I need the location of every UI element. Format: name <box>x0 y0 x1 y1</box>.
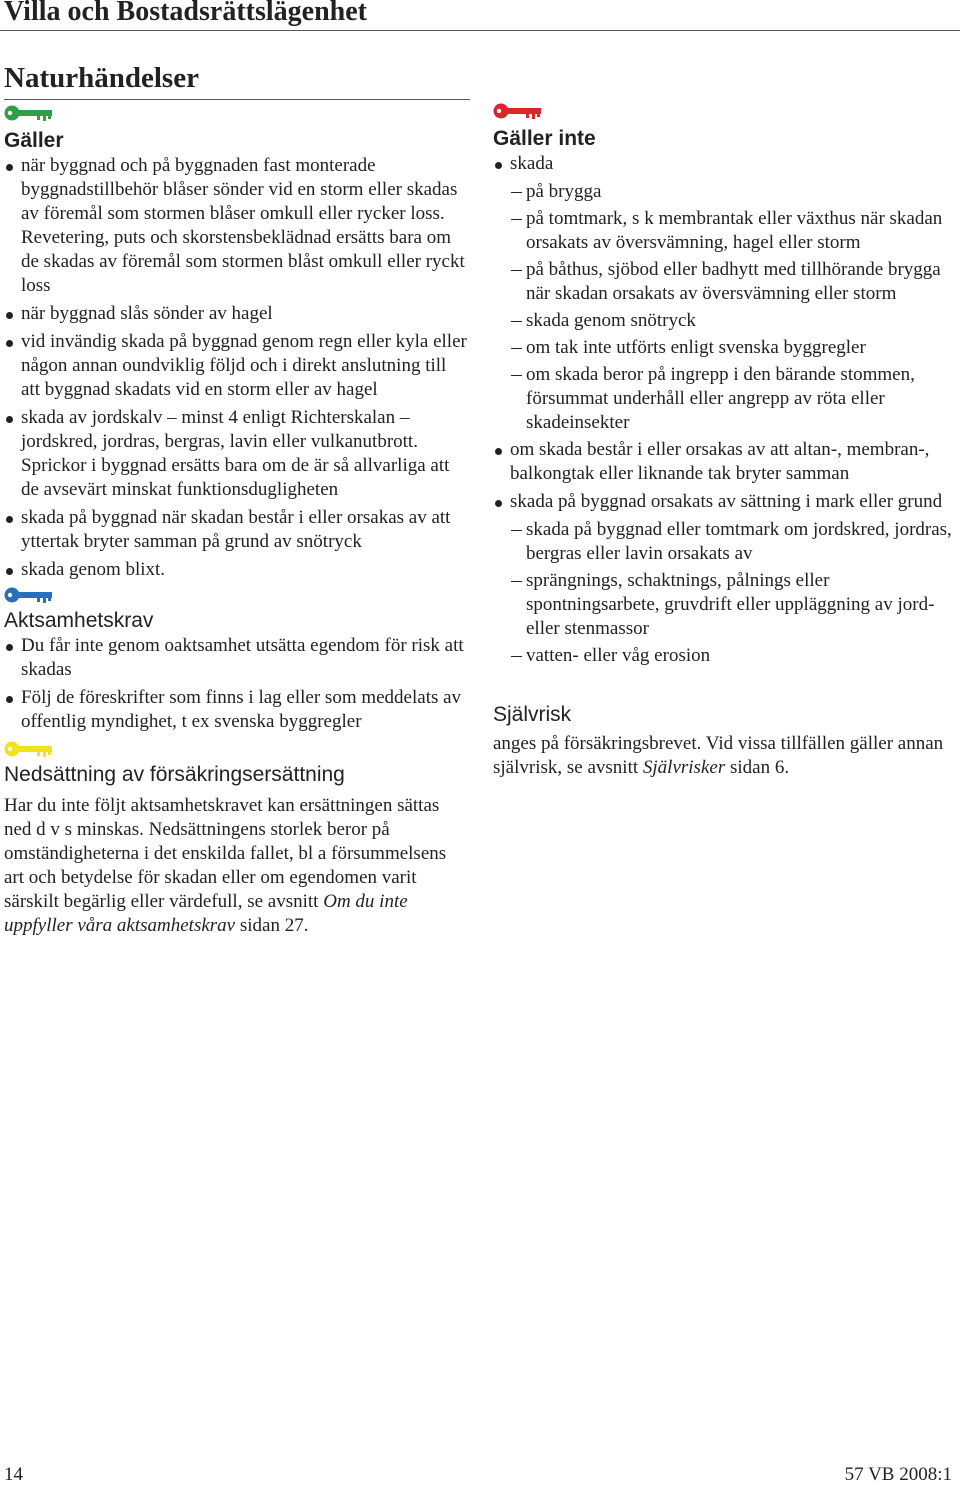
green-key-icon <box>4 102 54 124</box>
sub-list-item: på båthus, sjöbod eller badhytt med tillhörande brygga när skadan orsakats av översvämning eller storm <box>493 258 960 306</box>
galler-inte-heading: Gäller inte <box>493 127 596 150</box>
sjalvrisk-body: anges på försäkringsbrevet. Vid vissa tillfällen gäller annan självrisk, se avsnitt <box>493 733 944 778</box>
sub-list-item: om skada beror på ingrepp i den bärande stommen, försummat underhåll eller angrepp av röta eller skadeinsekter <box>493 363 960 435</box>
sjalvrisk-text <box>493 732 960 780</box>
page-number: 14 <box>4 1464 23 1485</box>
list-item: vid invändig skada på byggnad genom regn eller kyla eller någon annan oundviklig följd och i direkt anslutning till att byggnad skadats vid en storm eller av hagel <box>4 330 470 402</box>
nedsattning-page-ref: sidan 27. <box>235 915 309 936</box>
aktsamhet-heading: Aktsamhetskrav <box>4 609 154 632</box>
document-id: 57 VB 2008:1 <box>844 1464 952 1485</box>
sjalvrisk-reference: Självrisker <box>642 757 726 778</box>
sub-list-item: på brygga <box>493 180 960 204</box>
yellow-key-icon <box>4 738 54 760</box>
page-title: Villa och Bostadsrättslägenhet <box>4 0 367 27</box>
list-item: skada genom blixt. <box>4 558 470 582</box>
list-item: Du får inte genom oaktsamhet utsätta egendom för risk att skadas <box>4 634 470 682</box>
sub-list-item: om tak inte utförts enligt svenska byggregler <box>493 336 960 360</box>
section-title: Naturhändelser <box>4 62 199 94</box>
list-item: skada av jordskalv – minst 4 enligt Richterskalan – jordskred, jordras, bergras, lavin eller vulkanutbrott. Sprickor i byggnad ersätts bara om de är så allvarliga att de avsevärt minskat funktionsdugligheten <box>4 406 470 502</box>
right-column <box>493 100 960 780</box>
title-divider <box>0 30 960 31</box>
list-item: om skada består i eller orsakas av att altan-, membran-, balkongtak eller liknande tak bryter samman <box>493 438 960 486</box>
galler-inte-list <box>493 152 960 668</box>
nedsattning-body: Har du inte följt aktsamhetskravet kan ersättningen sättas ned d v s minskas. Nedsättningens storlek beror på omständigheterna i det enskilda fallet, bl a försummelsens art och betydelse för skadan eller om egendomen varit särskilt begärlig eller värdefull, se avsnitt <box>4 795 447 912</box>
sub-list-item: vatten- eller våg erosion <box>493 644 960 668</box>
nedsattning-text <box>4 794 470 938</box>
galler-heading: Gäller <box>4 129 64 152</box>
sub-list-item: sprängnings, schaktnings, pålnings eller spontningsarbete, gruvdrift eller uppläggning av jord- eller stenmassor <box>493 569 960 641</box>
aktsamhet-list <box>4 634 470 734</box>
list-item: när byggnad slås sönder av hagel <box>4 302 470 326</box>
list-item: skada på byggnad orsakats av sättning i mark eller grund <box>493 490 960 514</box>
red-key-icon <box>493 100 543 122</box>
list-item: skada på byggnad när skadan består i eller orsakas av att yttertak bryter samman på grund av snötryck <box>4 506 470 554</box>
left-column <box>4 100 470 938</box>
sub-list-item: på tomtmark, s k membrantak eller växthus när skadan orsakats av översvämning, hagel eller storm <box>493 207 960 255</box>
sub-list-item: skada på byggnad eller tomtmark om jordskred, jordras, bergras eller lavin orsakats av <box>493 518 960 566</box>
sub-list-item: skada genom snötryck <box>493 309 960 333</box>
sjalvrisk-heading: Självrisk <box>493 703 572 726</box>
sjalvrisk-page-ref: sidan 6. <box>725 757 790 778</box>
nedsattning-heading: Nedsättning av försäkringsersättning <box>4 763 345 786</box>
list-item: Följ de föreskrifter som finns i lag eller som meddelats av offentlig myndighet, t ex svenska byggregler <box>4 686 470 734</box>
list-item: när byggnad och på byggnaden fast monterade byggnadstillbehör blåser sönder vid en storm eller skadas av föremål som stormen blåser omkull eller rycker loss. Revetering, puts och skorstensbeklädnad ersätts bara om de skadas av föremål som stormen blåst omkull eller ryckt loss <box>4 154 470 298</box>
list-item: skada <box>493 152 960 176</box>
blue-key-icon <box>4 584 54 606</box>
galler-list <box>4 154 470 582</box>
nedsattning-reference: Om du inte uppfyller våra aktsamhetskrav <box>4 891 408 936</box>
